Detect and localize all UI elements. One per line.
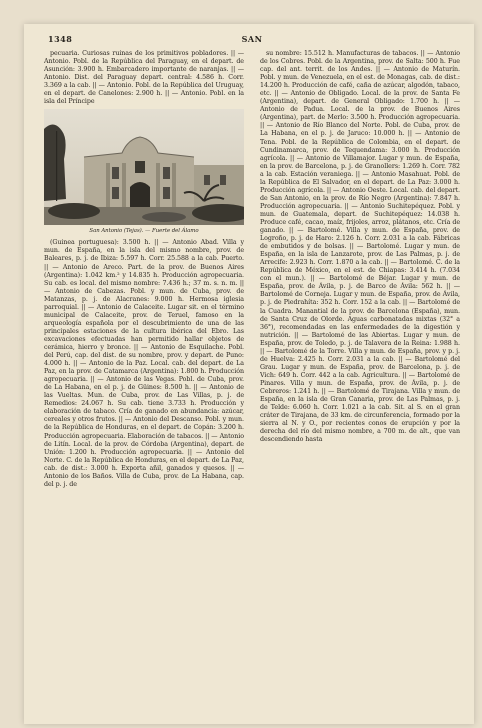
running-head: SAN — [241, 34, 263, 44]
page-number: 1348 — [48, 34, 73, 44]
page-header — [48, 34, 456, 48]
page — [24, 24, 474, 724]
right-paragraph: su nombre: 15.512 h. Manufacturas de tabacos. || — Antonio de los Cobres. Pobl. de la Argentina, prov. de Salta: 500 h. Fue cap. del ant. territ. de los Andes. || — Antonio de Maturín. Pobl. y mun. de Venezuela, en el est. de Monagas, cab. de dist.: 14.200 h. Producción de café, caña de azúcar, algodón, tabaco, etc. || — Antonio de Obligado. Local. de la prov. de Santa Fe (Argentina), depart. de General Obligado: 1.700 h. || — Antonio de Padua. Local. de la prov. de Buenos Aires (Argentina), part. de Merlo: 3.500 h. Producción agropecuaria. || — Antonio de Río Blanco del Norte. Pobl. de Cuba, prov. de La Habana, en el p. j. de Jaruco: 10.000 h. || — Antonio de Tena. Pobl. de la República de Colombia, en el depart. de Cundinamarca, prov. de Tequendama: 3.000 h. Producción agrícola. || — Antonio de Villamajor. Lugar y mun. de España, en la prov. de Barcelona, p. j. de Granollers: 1.269 h. Corr. 782 a la cab. Estación veraniega. || — Antonio Masahuat. Pobl. de la República de El Salvador, en el depart. de La Paz: 3.000 h. Producción agrícola. || — Antonio Oeste. Local. cab. del depart. de San Antonio, en la prov. de Río Negro (Argentina): 7.847 h. Producción agropecuaria. || — Antonio Suchitepéquez. Pobl. y mun. de Guatemala, depart. de Suchitepéquez: 14.038 h. Produce café, cacao, maíz, frijoles, arroz, plátanos, etc. Cría de ganado. || — Bartolomé. Villa y mun. de España, prov. de Logroño, p. j. de Haro: 2.126 h. Corr. 2.031 a la cab. Fábricas de embutidos y de bolsas. || — Bartolomé. Lugar y mun. de España, en la isla de Lanzarote, prov. de Las Palmas, p. j. de Arrecife: 2.923 h. Corr. 1.870 a la cab. || — Bartolomé. C. de la República de México, en el est. de Chiapas: 3.414 h. (7.034 con el mun.). || — Bartolomé de Béjar. Lugar y mun. de España, prov. de Ávila, p. j. de Barco de Ávila: 562 h. || — Bartolomé de Corneja. Lugar y mun. de España, prov. de Ávila, p. j. de Piedrahíta: 352 h. Corr. 152 a la cab. || — Bartolomé de la Cuadra. Manantial de la prov. de Barcelona (España), mun. de Santa Cruz de Olorde. Aguas carbonatadas mixtas (32° a 36°), recomendadas en las enfermedades de la digestión y nutrición. || — Bartolomé de las Abiertas. Lugar y mun. de España, prov. de Toledo, p. j. de Talavera de la Reina: 1.988 h. || — Bartolomé de la Torre. Villa y mun. de España, prov. y p. j. de Huelva: 2.425 h. Corr. 2.031 a la cab. || — Bartolomé del Grau. Lugar y mun. de España, prov. de Barcelona, p. j. de Vich: 649 h. Corr. 442 a la cab. Agricultura. || — Bartolomé de Pinares. Villa y mun. de España, prov. de Ávila, p. j. de Cebreros: 1.241 h. || — Bartolomé de Tirajana. Villa y mun. de España, en la isla de Gran Canaria, prov. de Las Palmas, p. j. de Telde: 6.060 h. Corr. 1.021 a la cab. Sit. al S. en el gran cráter de Tirajana, de 33 km. de circunferencia, formado por la sierra al N. y O., por recientes conos de erupción y por la derecha del río del mismo nombre, a 700 m. de alt., que van descendiendo hasta — [260, 50, 460, 444]
figure-caption: San Antonio (Tejas). — Fuerte del Álamo — [89, 228, 199, 235]
right-column — [260, 50, 460, 708]
left-paragraph: (Guinea portuguesa): 3.500 h. || — Antonio Abad. Villa y mun. de España, en la isla del mismo nombre, prov. de Baleares, p. j. de Ibiza: 5.597 h. Corr. 25.588 a la cab. Puerto. || — Antonio de Areco. Part. de la prov. de Buenos Aires (Argentina): 1.042 km.² y 14.835 h. Producción agropecuaria. Su cab. es local. del mismo nombre: 7.436 h.; 37 m. s. n. m. || — Antonio de Cabezas. Pobl. y mun. de Cuba, prov. de Matanzas, p. j. de Alacranes: 9.000 h. Hermosa iglesia parroquial. || — Antonio de Calaceite. Lugar sit. en el término municipal de Calaceite, prov. de Teruel, famoso en la arqueología española por el descubrimiento de una de las principales estaciones de la cultura ibérica del Ebro. Las excavaciones efectuadas han permitido hallar objetos de cerámica, hierro y bronce. || — Antonio de Esquilache. Pobl. del Perú, cap. del dist. de su nombre, prov. y depart. de Puno: 4.000 h. || — Antonio de la Paz. Local. cab. del depart. de La Paz, en la prov. de Catamarca (Argentina): 1.800 h. Producción agropecuaria. || — Antonio de las Vegas. Pobl. de Cuba, prov. de La Habana, en el p. j. de Güines: 8.500 h. || — Antonio de las Vueltas. Mun. de Cuba, prov. de Las Villas, p. j. de Remedios: 24.067 h. Su cab. tiene 3.733 h. Producción y elaboración de tabaco. Cría de ganado en abundancia: azúcar, cereales y otros frutos. || — Antonio del Descanso. Pobl. y mun. de la República de Honduras, en el depart. de Copán: 3.200 h. Producción agropecuaria. Elaboración de tabacos. || — Antonio de Litín. Local. de la prov. de Córdoba (Argentina), depart. de Unión: 1.200 h. Producción agropecuaria. || — Antonio del Norte. C. de la República de Honduras, en el depart. de La Paz, cab. de dist.: 3.000 h. Exporta añil, ganados y quesos. || — Antonio de los Baños. Villa de Cuba, prov. de La Habana, cap. del p. j. de — [44, 239, 244, 488]
left-paragraph: pecuaria. Curiosas ruinas de los primitivos pobladores. || — Antonio. Pobl. de la República del Paraguay, en el depart. de Asunción: 3.900 h. Embarcadero importante de naranjas. || — Antonio. Dist. del Paraguay depart. central: 4.586 h. Corr. 3.369 a la cab. || — Antonio. Pobl. de la República del Uruguay, en el depart. de Canelones: 2.900 h. || — Antonio. Pobl. en la isla del Príncipe — [44, 50, 244, 106]
left-column — [44, 50, 244, 708]
alamo-illustration — [44, 109, 244, 225]
alamo-photo — [44, 109, 244, 225]
figure — [44, 109, 244, 235]
